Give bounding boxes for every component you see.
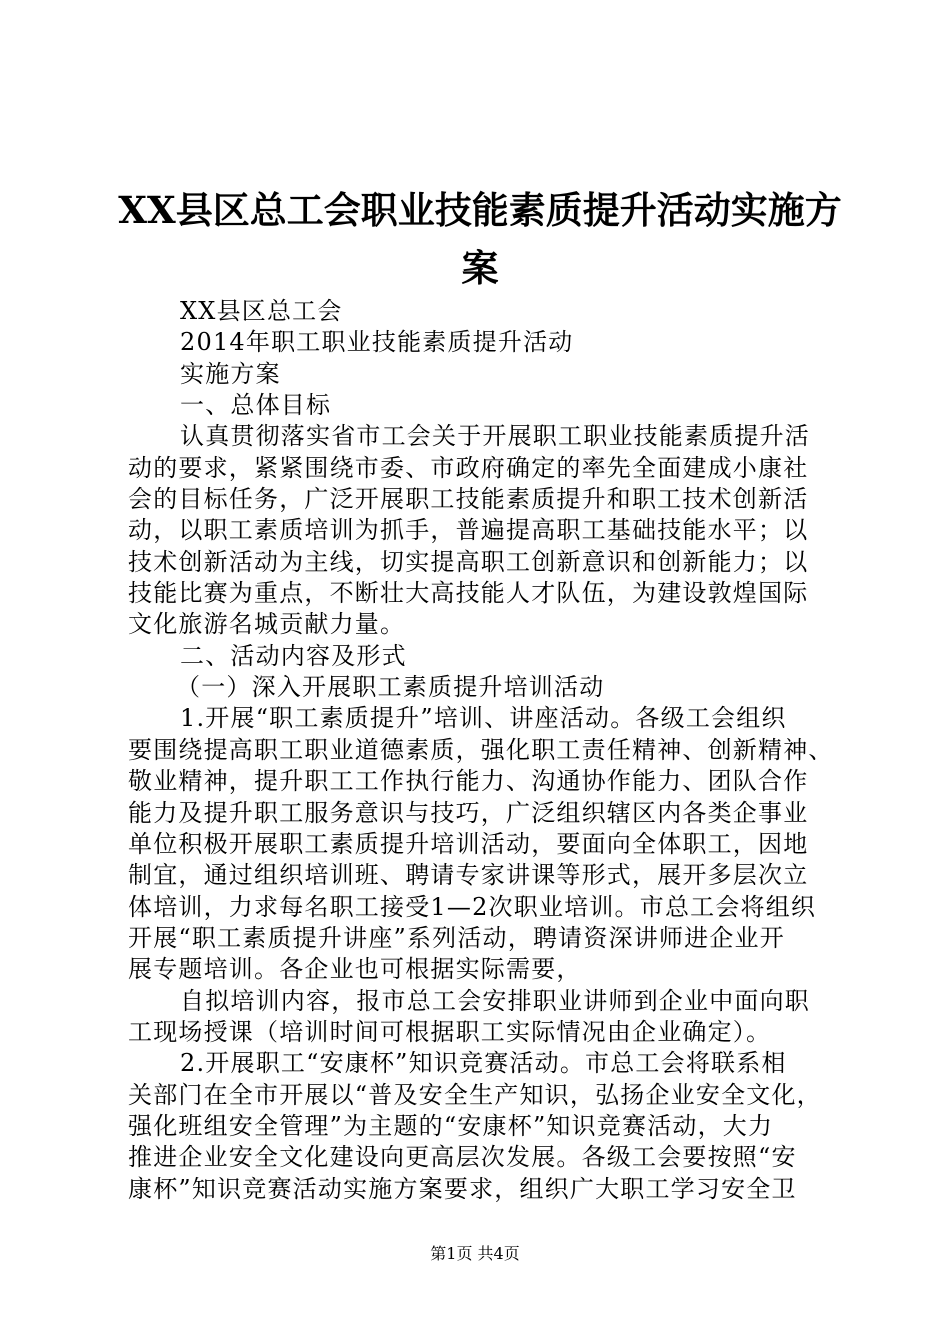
paragraph-line: 关部门在全市开展以“普及安全生产知识，弘扬企业安全文化， (128, 1080, 822, 1109)
paragraph-line: 文化旅游名城贡献力量。 (128, 610, 406, 639)
paragraph-line: 强化班组安全管理”为主题的“安康杯”知识竞赛活动，大力 (128, 1111, 774, 1140)
paragraph-line: 技术创新活动为主线，切实提高职工创新意识和创新能力；以 (128, 547, 809, 576)
paragraph-line: 单位积极开展职工素质提升培训活动，要面向全体职工，因地 (128, 829, 809, 858)
paragraph-line: 会的目标任务，广泛开展职工技能素质提升和职工技术创新活 (128, 485, 809, 514)
section-heading: 二、活动内容及形式 (180, 641, 407, 670)
paragraph-line: 体培训，力求每名职工接受1—2次职业培训。市总工会将组织 (128, 892, 817, 921)
paragraph-line: 工现场授课（培训时间可根据职工实际情况由企业确定）。 (128, 1017, 772, 1046)
paragraph-line: 动，以职工素质培训为抓手，普遍提高职工基础技能水平；以 (128, 516, 809, 545)
subsection-heading: （一）深入开展职工素质提升培训活动 (176, 673, 605, 702)
paragraph-line: 动的要求，紧紧围绕市委、市政府确定的率先全面建成小康社 (128, 453, 809, 482)
document-body (128, 296, 834, 1205)
paragraph-line: 要围绕提高职工职业道德素质，强化职工责任精神、创新精神、 (128, 735, 834, 764)
paragraph-line: 认真贯彻落实省市工会关于开展职工职业技能素质提升活 (180, 422, 810, 451)
org-line: XX县区总工会 (180, 297, 343, 325)
paragraph-line: 能力及提升职工服务意识与技巧，广泛组织辖区内各类企事业 (128, 798, 809, 827)
paragraph-line: 2.开展职工“安康杯”知识竞赛活动。市总工会将联系相 (180, 1049, 787, 1078)
paragraph-line: 自拟培训内容，报市总工会安排职业讲师到企业中面向职 (180, 986, 810, 1015)
paragraph-line: 1.开展“职工素质提升”培训、讲座活动。各级工会组织 (180, 704, 787, 733)
subtitle-line: 2014年职工职业技能素质提升活动 (180, 328, 574, 357)
paragraph-line: 康杯”知识竞赛活动实施方案要求，组织广大职工学习安全卫 (128, 1174, 797, 1203)
document-title-line-1: XX县区总工会职业技能素质提升活动实施方 (118, 188, 842, 232)
page-footer: 第1页 共4页 (430, 1244, 520, 1263)
paragraph-line: 开展“职工素质提升讲座”系列活动，聘请资深讲师进企业开 (128, 923, 785, 952)
section-heading: 一、总体目标 (180, 391, 332, 420)
paragraph-line: 敬业精神，提升职工工作执行能力、沟通协作能力、团队合作 (128, 767, 809, 796)
document-title-line-2: 案 (461, 246, 499, 290)
subtitle-line: 实施方案 (180, 359, 281, 388)
paragraph-line: 展专题培训。各企业也可根据实际需要， (128, 955, 582, 984)
paragraph-line: 推进企业安全文化建设向更高层次发展。各级工会要按照“安 (128, 1143, 797, 1172)
paragraph-line: 制宜，通过组织培训班、聘请专家讲课等形式，展开多层次立 (128, 861, 809, 890)
paragraph-line: 技能比赛为重点，不断壮大高技能人才队伍，为建设敦煌国际 (128, 579, 809, 608)
